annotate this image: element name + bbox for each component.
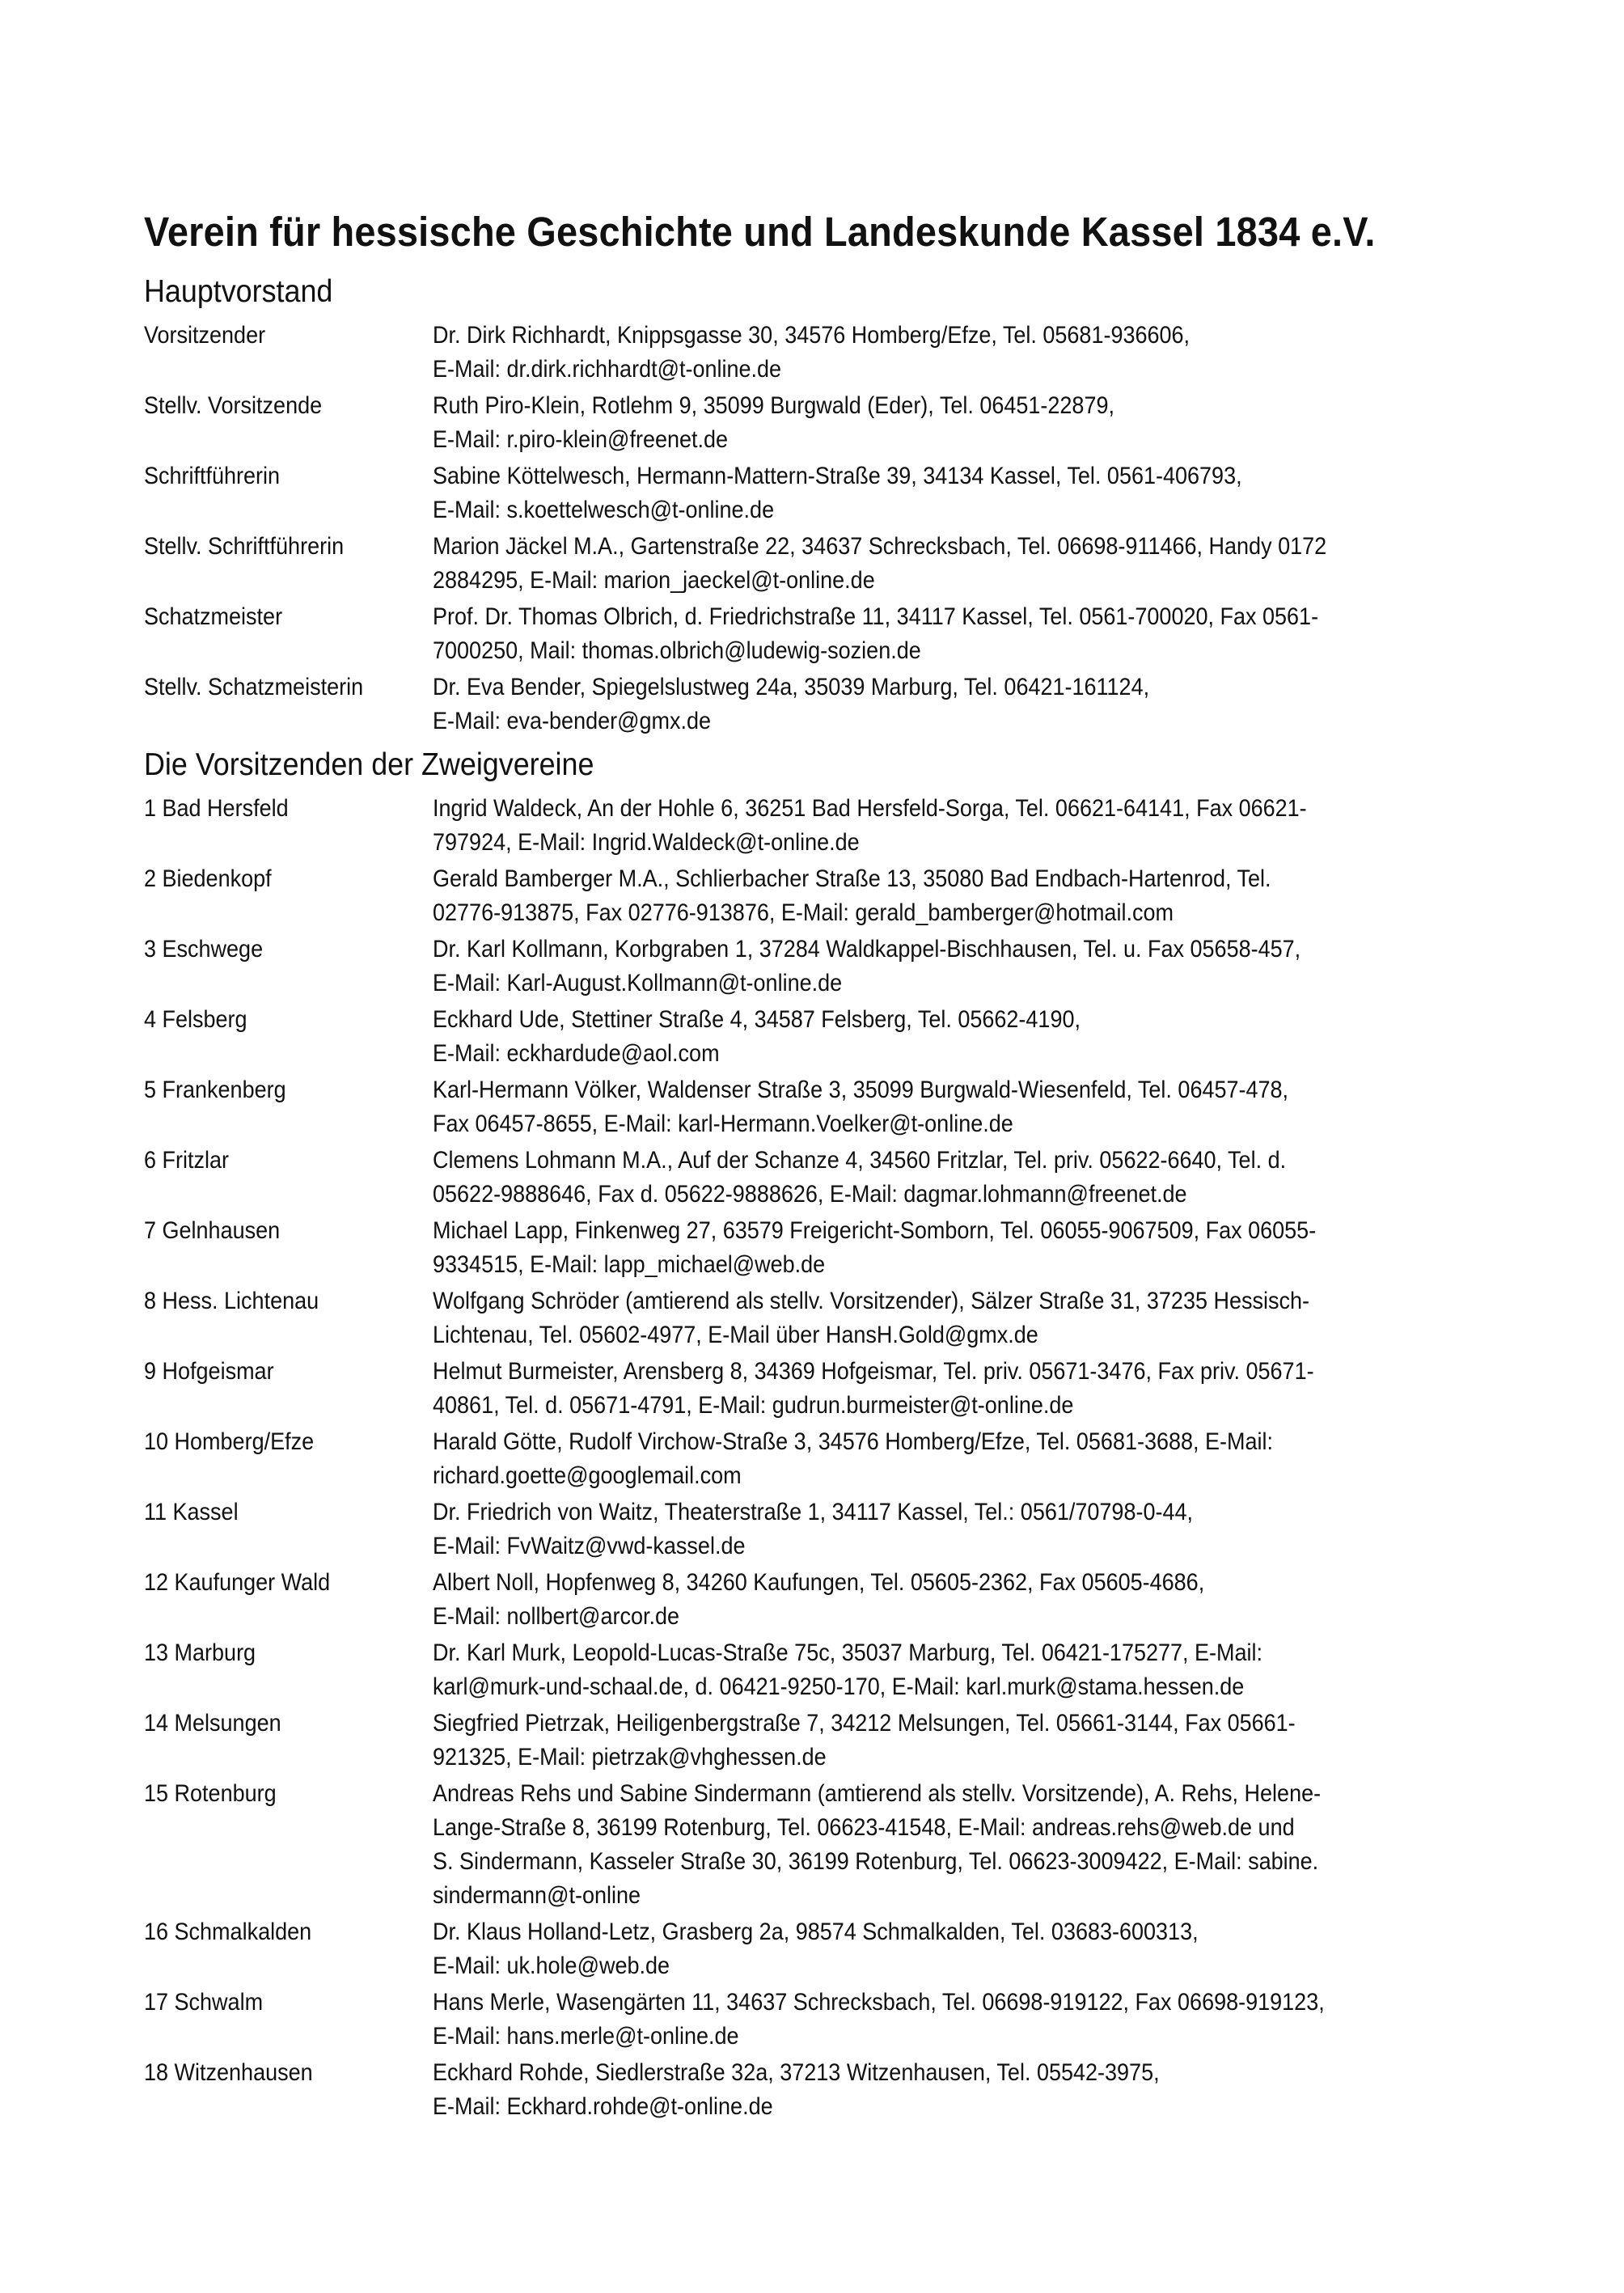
contact-line: Gerald Bamberger M.A., Schlierbacher Straße 13, 35080 Bad Endbach-Hartenrod, Tel. bbox=[433, 865, 1271, 892]
contact-line: Marion Jäckel M.A., Gartenstraße 22, 34637 Schrecksbach, Tel. 06698-911466, Handy 0172 bbox=[433, 533, 1327, 560]
entry-contact-details bbox=[433, 1355, 1503, 1423]
branch-chair-row bbox=[144, 1915, 1503, 1983]
branch-chair-row bbox=[144, 1777, 1503, 1913]
entry-contact-details bbox=[433, 600, 1503, 668]
contact-line: Dr. Karl Kollmann, Korbgraben 1, 37284 Waldkappel-Bischhausen, Tel. u. Fax 05658-457, bbox=[433, 936, 1301, 962]
contact-line: E-Mail: uk.hole@web.de bbox=[433, 1952, 670, 1979]
branch-chair-row bbox=[144, 1986, 1503, 2054]
entry-label: 4 Felsberg bbox=[144, 1006, 247, 1033]
branch-chair-row bbox=[144, 933, 1503, 1001]
entry-contact-details bbox=[433, 1425, 1503, 1493]
contact-line: Albert Noll, Hopfenweg 8, 34260 Kaufungen, Tel. 05605-2362, Fax 05605-4686, bbox=[433, 1569, 1205, 1596]
entry-contact-details bbox=[433, 530, 1503, 598]
contact-line: Wolfgang Schröder (amtierend als stellv. Vorsitzender), Sälzer Straße 31, 37235 Hessisch- bbox=[433, 1288, 1310, 1314]
entry-label: 9 Hofgeismar bbox=[144, 1358, 274, 1385]
contact-line: Karl-Hermann Völker, Waldenser Straße 3, 35099 Burgwald-Wiesenfeld, Tel. 06457-478, bbox=[433, 1077, 1289, 1103]
entry-contact-details bbox=[433, 1496, 1503, 1563]
contact-line: Clemens Lohmann M.A., Auf der Schanze 4, 34560 Fritzlar, Tel. priv. 05622-6640, Tel. d. bbox=[433, 1147, 1287, 1174]
contact-line: richard.goette@googlemail.com bbox=[433, 1462, 742, 1489]
contact-line: Siegfried Pietrzak, Heiligenbergstraße 7, 34212 Melsungen, Tel. 05661-3144, Fax 05661- bbox=[433, 1710, 1296, 1737]
contact-line: karl@murk-und-schaal.de, d. 06421-9250-170, E-Mail: karl.murk@stama.hessen.de bbox=[433, 1673, 1245, 1700]
contact-line: Dr. Klaus Holland-Letz, Grasberg 2a, 98574 Schmalkalden, Tel. 03683-600313, bbox=[433, 1919, 1199, 1945]
contact-line: Helmut Burmeister, Arensberg 8, 34369 Hofgeismar, Tel. priv. 05671-3476, Fax priv. 05671- bbox=[433, 1358, 1314, 1385]
contact-line: E-Mail: Eckhard.rohde@t-online.de bbox=[433, 2093, 773, 2120]
entry-label: 6 Fritzlar bbox=[144, 1147, 230, 1174]
contact-line: Lichtenau, Tel. 05602-4977, E-Mail über HansH.Gold@gmx.de bbox=[433, 1322, 1038, 1348]
board-member-row bbox=[144, 459, 1503, 527]
contact-line: E-Mail: Karl-August.Kollmann@t-online.de bbox=[433, 970, 843, 996]
contact-line: Eckhard Rohde, Siedlerstraße 32a, 37213 Witzenhausen, Tel. 05542-3975, bbox=[433, 2059, 1160, 2086]
branch-chair-row bbox=[144, 1355, 1503, 1423]
board-member-row bbox=[144, 389, 1503, 457]
entry-label: 7 Gelnhausen bbox=[144, 1217, 281, 1244]
board-member-row bbox=[144, 530, 1503, 598]
branch-chair-row bbox=[144, 862, 1503, 930]
entry-label: 14 Melsungen bbox=[144, 1710, 281, 1737]
entry-contact-details bbox=[433, 1636, 1503, 1704]
contact-line: Harald Götte, Rudolf Virchow-Straße 3, 34576 Homberg/Efze, Tel. 05681-3688, E-Mail: bbox=[433, 1428, 1274, 1455]
contact-line: 7000250, Mail: thomas.olbrich@ludewig-sozien.de bbox=[433, 637, 921, 664]
contact-line: sindermann@t-online bbox=[433, 1882, 641, 1909]
entry-label: 1 Bad Hersfeld bbox=[144, 795, 289, 822]
board-member-row bbox=[144, 600, 1503, 668]
branch-chair-row bbox=[144, 1425, 1503, 1493]
entry-label: Stellv. Vorsitzende bbox=[144, 392, 323, 419]
contact-line: E-Mail: hans.merle@t-online.de bbox=[433, 2023, 739, 2050]
entry-contact-details bbox=[433, 933, 1503, 1001]
contact-line: Prof. Dr. Thomas Olbrich, d. Friedrichstraße 11, 34117 Kassel, Tel. 0561-700020, Fax 0561- bbox=[433, 603, 1319, 630]
contact-line: 40861, Tel. d. 05671-4791, E-Mail: gudrun.burmeister@t-online.de bbox=[433, 1392, 1074, 1419]
entry-contact-details bbox=[433, 1986, 1503, 2054]
entry-label: Schatzmeister bbox=[144, 603, 283, 630]
contact-line: Dr. Friedrich von Waitz, Theaterstraße 1, 34117 Kassel, Tel.: 0561/70798-0-44, bbox=[433, 1499, 1193, 1525]
contact-line: E-Mail: nollbert@arcor.de bbox=[433, 1603, 680, 1630]
board-member-row bbox=[144, 319, 1503, 387]
contact-line: Dr. Eva Bender, Spiegelslustweg 24a, 35039 Marburg, Tel. 06421-161124, bbox=[433, 674, 1150, 700]
branch-chair-row bbox=[144, 1073, 1503, 1141]
branch-chair-row bbox=[144, 1144, 1503, 1212]
entry-contact-details bbox=[433, 792, 1503, 860]
contact-line: 9334515, E-Mail: lapp_michael@web.de bbox=[433, 1251, 826, 1278]
contact-line: Andreas Rehs und Sabine Sindermann (amtierend als stellv. Vorsitzende), A. Rehs, Helene- bbox=[433, 1780, 1322, 1807]
branch-chair-row bbox=[144, 1284, 1503, 1352]
entry-label: 8 Hess. Lichtenau bbox=[144, 1288, 319, 1314]
entry-contact-details bbox=[433, 459, 1503, 527]
entry-label: 13 Marburg bbox=[144, 1639, 256, 1666]
contact-line: S. Sindermann, Kasseler Straße 30, 36199 Rotenburg, Tel. 06623-3009422, E-Mail: sabine. bbox=[433, 1848, 1319, 1875]
contact-line: Dr. Karl Murk, Leopold-Lucas-Straße 75c, 35037 Marburg, Tel. 06421-175277, E-Mail: bbox=[433, 1639, 1263, 1666]
contact-line: Eckhard Ude, Stettiner Straße 4, 34587 Felsberg, Tel. 05662-4190, bbox=[433, 1006, 1081, 1033]
zweigvereine-list bbox=[144, 792, 1503, 2124]
entry-label: 5 Frankenberg bbox=[144, 1077, 286, 1103]
entry-contact-details bbox=[433, 1284, 1503, 1352]
contact-line: E-Mail: eva-bender@gmx.de bbox=[433, 708, 712, 734]
contact-line: Michael Lapp, Finkenweg 27, 63579 Freigericht-Somborn, Tel. 06055-9067509, Fax 06055- bbox=[433, 1217, 1317, 1244]
entry-label: 15 Rotenburg bbox=[144, 1780, 277, 1807]
contact-line: Lange-Straße 8, 36199 Rotenburg, Tel. 06623-41548, E-Mail: andreas.rehs@web.de und bbox=[433, 1814, 1295, 1841]
entry-contact-details bbox=[433, 671, 1503, 738]
contact-line: 2884295, E-Mail: marion_jaeckel@t-online.de bbox=[433, 567, 875, 594]
entry-label: 10 Homberg/Efze bbox=[144, 1428, 315, 1455]
entry-label: Schriftführerin bbox=[144, 463, 281, 489]
entry-label: 17 Schwalm bbox=[144, 1989, 264, 2016]
hauptvorstand-list bbox=[144, 319, 1503, 738]
entry-label: Vorsitzender bbox=[144, 322, 266, 349]
section-heading-zweigvereine: Die Vorsitzenden der Zweigvereine bbox=[144, 747, 594, 782]
contact-line: E-Mail: dr.dirk.richhardt@t-online.de bbox=[433, 356, 782, 383]
contact-line: 02776-913875, Fax 02776-913876, E-Mail: gerald_bamberger@hotmail.com bbox=[433, 899, 1174, 926]
branch-chair-row bbox=[144, 1707, 1503, 1775]
document-page bbox=[144, 209, 1503, 2126]
entry-contact-details bbox=[433, 1214, 1503, 1282]
contact-line: Dr. Dirk Richhardt, Knippsgasse 30, 34576 Homberg/Efze, Tel. 05681-936606, bbox=[433, 322, 1191, 349]
entry-contact-details bbox=[433, 1777, 1503, 1913]
contact-line: Ingrid Waldeck, An der Hohle 6, 36251 Bad Hersfeld-Sorga, Tel. 06621-64141, Fax 06621- bbox=[433, 795, 1307, 822]
contact-line: E-Mail: eckhardude@aol.com bbox=[433, 1040, 720, 1067]
entry-label: 18 Witzenhausen bbox=[144, 2059, 313, 2086]
entry-label: 2 Biedenkopf bbox=[144, 865, 272, 892]
contact-line: E-Mail: s.koettelwesch@t-online.de bbox=[433, 497, 775, 523]
entry-contact-details bbox=[433, 389, 1503, 457]
entry-contact-details bbox=[433, 1566, 1503, 1634]
entry-contact-details bbox=[433, 1915, 1503, 1983]
contact-line: Sabine Köttelwesch, Hermann-Mattern-Straße 39, 34134 Kassel, Tel. 0561-406793, bbox=[433, 463, 1242, 489]
branch-chair-row bbox=[144, 1003, 1503, 1071]
contact-line: Ruth Piro-Klein, Rotlehm 9, 35099 Burgwald (Eder), Tel. 06451-22879, bbox=[433, 392, 1114, 419]
entry-contact-details bbox=[433, 862, 1503, 930]
contact-line: Fax 06457-8655, E-Mail: karl-Hermann.Voelker@t-online.de bbox=[433, 1111, 1013, 1137]
branch-chair-row bbox=[144, 1214, 1503, 1282]
entry-label: 12 Kaufunger Wald bbox=[144, 1569, 331, 1596]
branch-chair-row bbox=[144, 1496, 1503, 1563]
contact-line: 921325, E-Mail: pietrzak@vhghessen.de bbox=[433, 1744, 827, 1771]
branch-chair-row bbox=[144, 2056, 1503, 2124]
entry-label: 3 Eschwege bbox=[144, 936, 264, 962]
section-heading-hauptvorstand: Hauptvorstand bbox=[144, 274, 333, 309]
contact-line: E-Mail: r.piro-klein@freenet.de bbox=[433, 426, 729, 453]
contact-line: 05622-9888646, Fax d. 05622-9888626, E-Mail: dagmar.lohmann@freenet.de bbox=[433, 1181, 1187, 1208]
entry-label: Stellv. Schatzmeisterin bbox=[144, 674, 364, 700]
branch-chair-row bbox=[144, 792, 1503, 860]
board-member-row bbox=[144, 671, 1503, 738]
entry-contact-details bbox=[433, 1707, 1503, 1775]
entry-contact-details bbox=[433, 1073, 1503, 1141]
entry-label: 16 Schmalkalden bbox=[144, 1919, 312, 1945]
contact-line: Hans Merle, Wasengärten 11, 34637 Schrecksbach, Tel. 06698-919122, Fax 06698-919123, bbox=[433, 1989, 1325, 2016]
entry-contact-details bbox=[433, 1144, 1503, 1212]
document-title: Verein für hessische Geschichte und Landeskunde Kassel 1834 e.V. bbox=[144, 209, 1376, 255]
entry-label: Stellv. Schriftführerin bbox=[144, 533, 345, 560]
contact-line: E-Mail: FvWaitz@vwd-kassel.de bbox=[433, 1533, 746, 1559]
entry-contact-details bbox=[433, 1003, 1503, 1071]
entry-contact-details bbox=[433, 319, 1503, 387]
entry-label: 11 Kassel bbox=[144, 1499, 239, 1525]
entry-contact-details bbox=[433, 2056, 1503, 2124]
contact-line: 797924, E-Mail: Ingrid.Waldeck@t-online.de bbox=[433, 829, 860, 856]
branch-chair-row bbox=[144, 1566, 1503, 1634]
branch-chair-row bbox=[144, 1636, 1503, 1704]
